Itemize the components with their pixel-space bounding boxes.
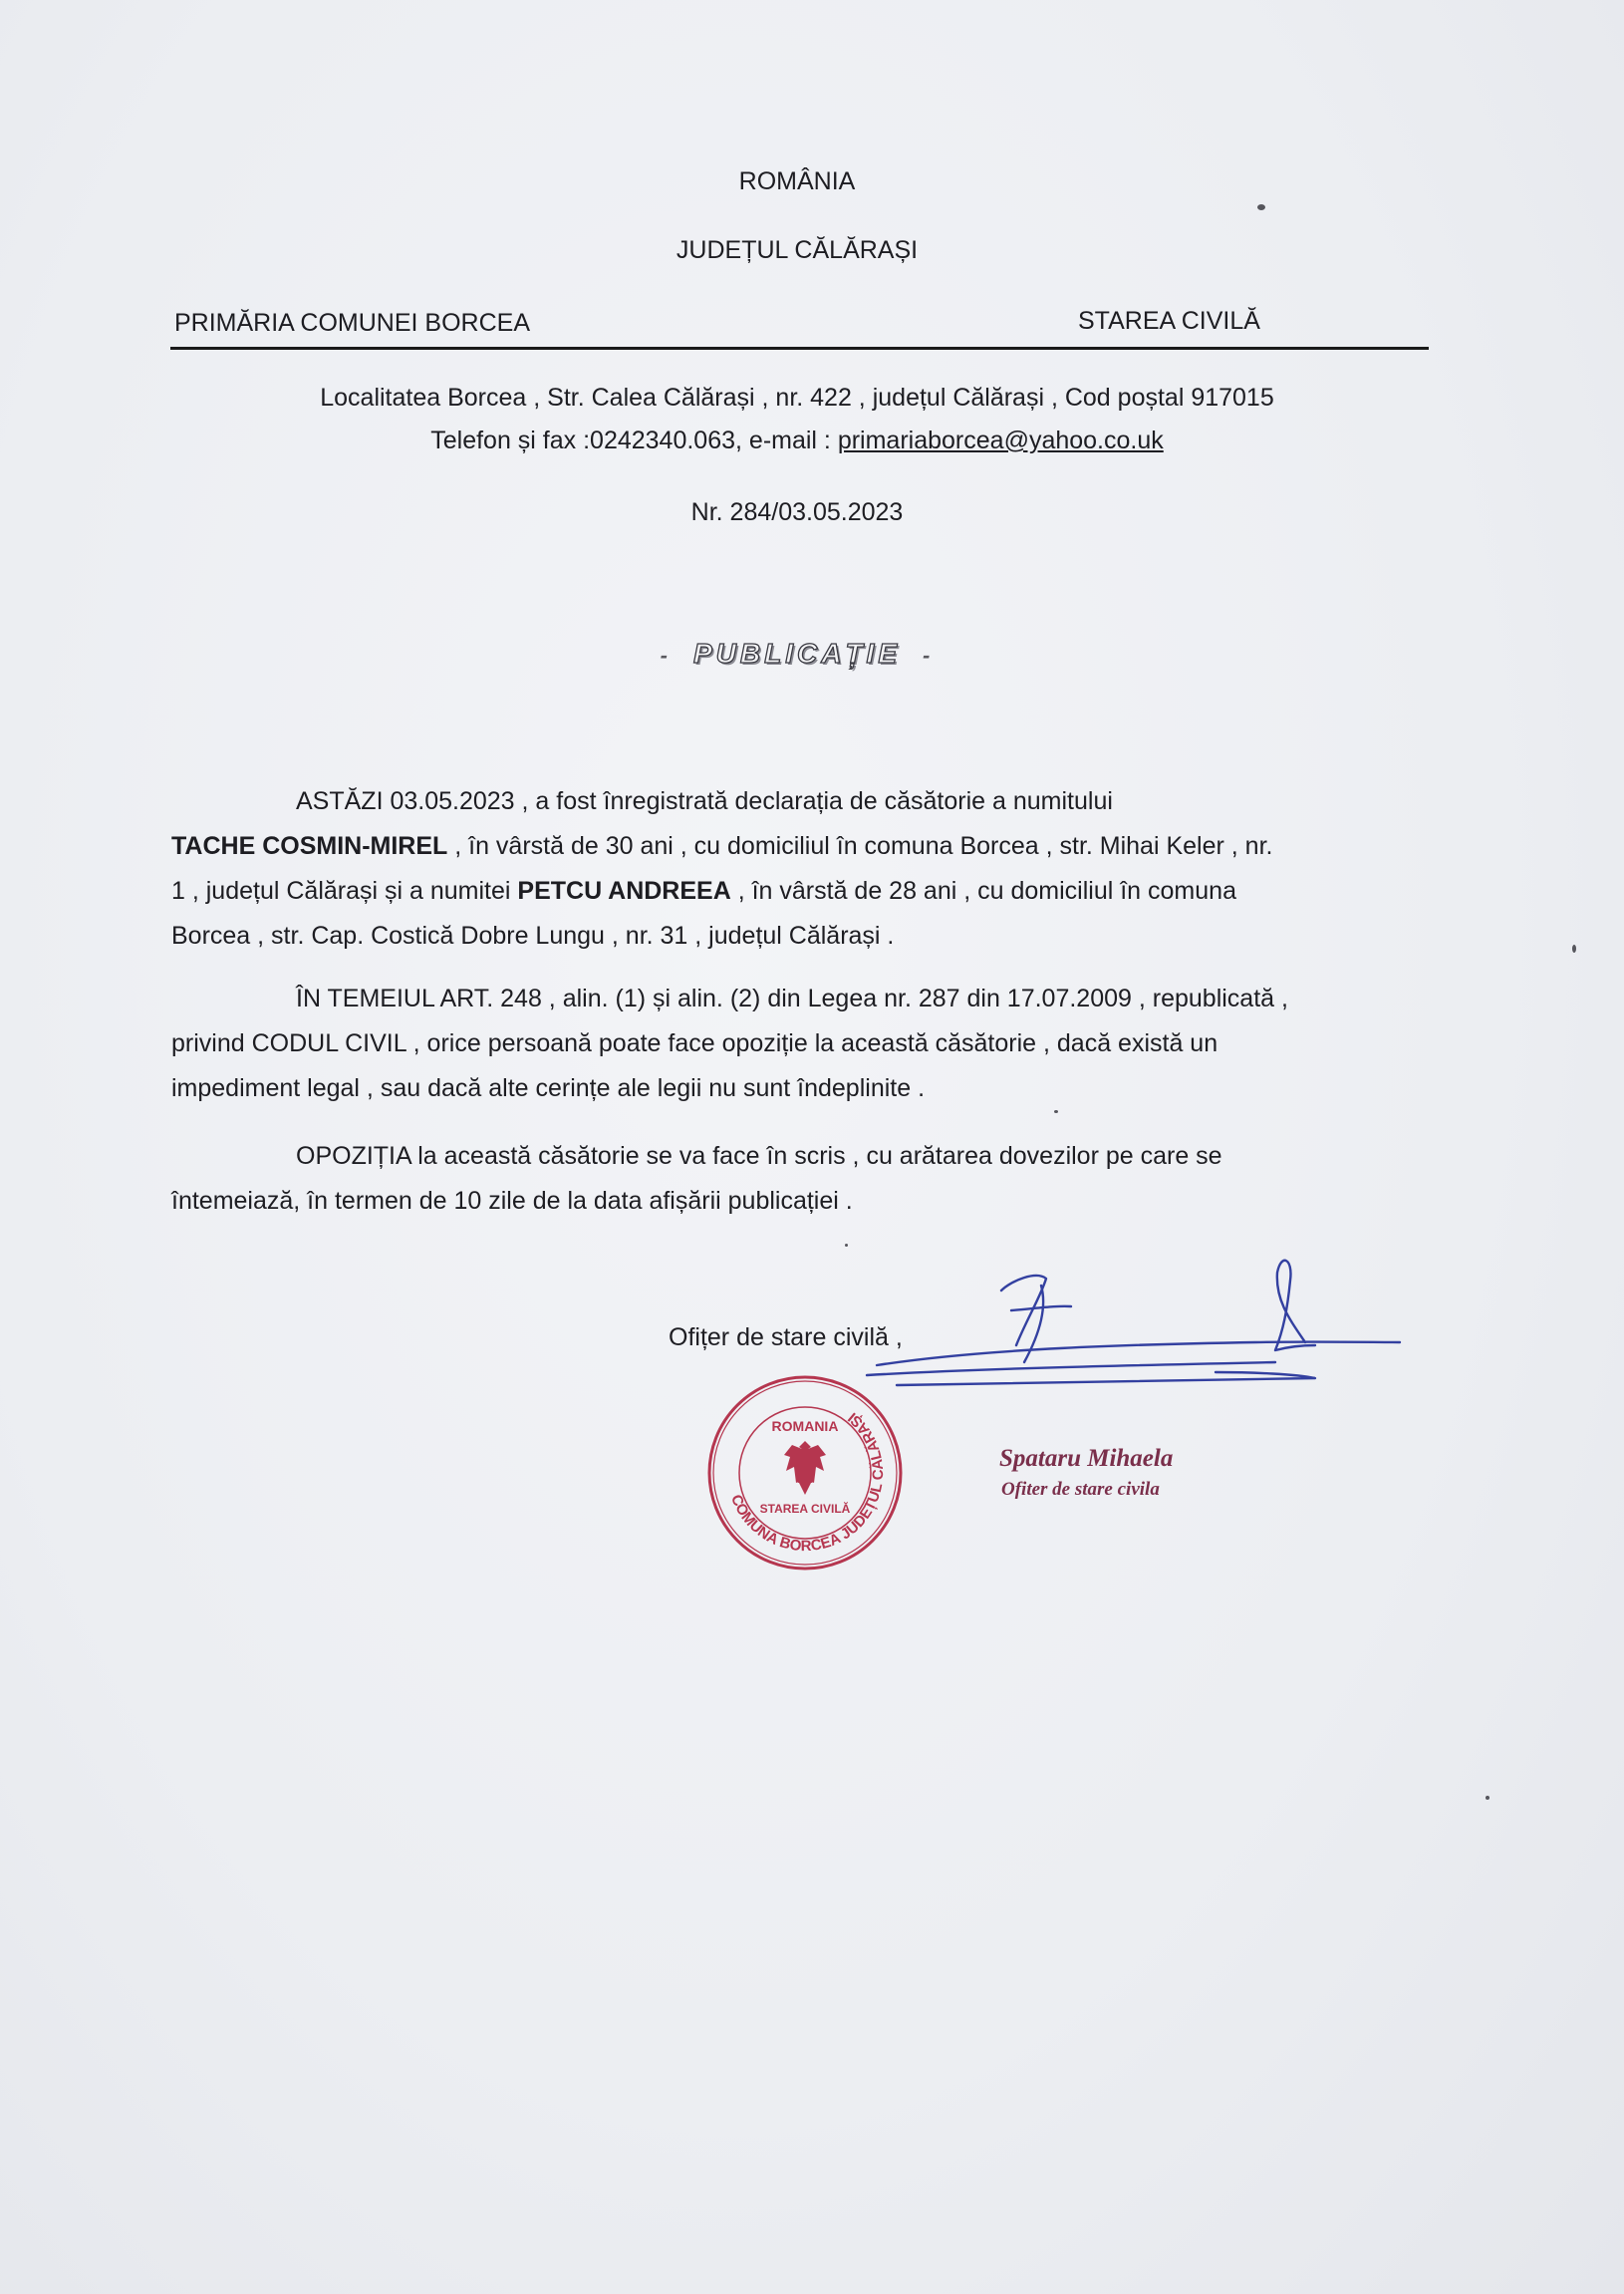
header-divider [170,347,1429,350]
paragraph-line: impediment legal , sau dacă alte cerințe ale legii nu sunt îndeplinite . [171,1074,926,1102]
stamp-top-text: ROMANIA [771,1418,839,1434]
county-heading: JUDEȚUL CĂLĂRAȘI [676,236,919,264]
paragraph-line: OPOZIȚIA la această căsătorie se va face în scris , cu arătarea dovezilor pe care se [296,1142,1222,1170]
handwritten-signature [837,1251,1415,1400]
paragraph-opposition [171,1134,1407,1224]
paragraph-line [171,869,1407,914]
document-number: Nr. 284/03.05.2023 [690,498,904,526]
bride-name: PETCU ANDREEA [517,877,731,905]
paragraph-line: întemeiază, în termen de 10 zile de la data afișării publicației . [171,1187,853,1215]
officer-label: Ofițer de stare civilă , [669,1323,903,1351]
contact-line [0,427,1594,455]
paragraph-line [171,824,1407,869]
paragraph-declaration [171,779,1407,959]
paper-speck [1054,1110,1058,1113]
title-dash-left: - [660,643,672,668]
title-text: PUBLICAȚIE [693,638,901,669]
email-link[interactable]: primariaborcea@yahoo.co.uk [837,427,1164,454]
country-heading: ROMÂNIA [738,167,856,195]
official-stamp [705,1373,905,1573]
institution-name: PRIMĂRIA COMUNEI BORCEA [174,309,530,337]
paragraph-text: 1 , județul Călărași și a numitei [171,877,518,905]
title-dash-right: - [923,643,935,668]
paper-speck [845,1244,848,1247]
paragraph-line: ÎN TEMEIUL ART. 248 , alin. (1) și alin. (2) din Legea nr. 287 din 17.07.2009 , republicată , [296,985,1288,1012]
signatory-name: Spataru Mihaela [999,1445,1174,1472]
paragraph-line: Borcea , str. Cap. Costică Dobre Lungu , nr. 31 , județul Călărași . [171,922,895,950]
department-name: STAREA CIVILĂ [1078,307,1260,335]
page-title [0,638,1594,670]
paragraph-legal-basis [171,977,1407,1111]
stamp-ring-text: COMUNA BORCEA JUDEȚUL CĂLĂRAȘI [727,1408,888,1556]
paragraph-text: , în vârstă de 28 ani , cu domiciliul în comuna [730,877,1236,905]
stamp-center-text: STAREA CIVILĂ [759,1502,851,1516]
phone-text: Telefon și fax :0242340.063, e-mail : [430,427,838,454]
paper-speck [1572,945,1576,953]
paragraph-line: ASTĂZI 03.05.2023 , a fost înregistrată declarația de căsătorie a numitului [296,787,1113,815]
paper-speck [1257,204,1265,210]
groom-name: TACHE COSMIN-MIREL [171,832,448,860]
paper-speck [1486,1796,1489,1800]
address-line: Localitatea Borcea , Str. Calea Călărași , nr. 422 , județul Călărași , Cod poștal 917015 [320,384,1274,412]
coat-of-arms-icon [784,1441,826,1495]
paragraph-line: privind CODUL CIVIL , orice persoană poate face opoziție la această căsătorie , dacă există un [171,1029,1218,1057]
signatory-role: Ofiter de stare civila [1001,1479,1160,1500]
paragraph-text: , în vârstă de 30 ani , cu domiciliul în comuna Borcea , str. Mihai Keler , nr. [447,832,1273,860]
